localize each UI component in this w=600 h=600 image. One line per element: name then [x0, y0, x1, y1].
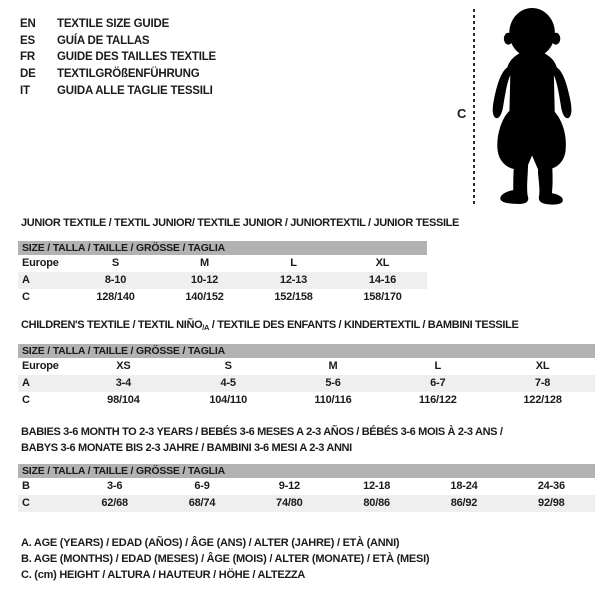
language-line [20, 49, 216, 66]
children-size-table [18, 319, 595, 409]
row-label: C [22, 291, 30, 303]
table-rows [18, 358, 595, 409]
title-subscript: /A [202, 323, 210, 332]
table-cell: 6-9 [194, 480, 210, 492]
row-label: C [22, 394, 30, 406]
guide-title: GUIDE DES TAILLES TEXTILE [57, 51, 216, 64]
row-label: A [22, 377, 30, 389]
table-cell: 3-4 [115, 377, 132, 389]
table-cell: 110/116 [314, 394, 352, 406]
table-cell: XL [375, 257, 390, 269]
language-line [20, 33, 216, 50]
table-cell: L [290, 257, 297, 269]
table-row [18, 272, 427, 289]
measurement-legend [21, 535, 429, 584]
table-size-header: SIZE / TALLA / TAILLE / GRÖSSE / TAGLIA [18, 464, 595, 478]
table-cell: 6-7 [430, 377, 446, 389]
table-row [18, 495, 595, 512]
table-title: BABIES 3-6 MONTH TO 2-3 YEARS / BEBÉS 3-6 MESES A 2-3 AÑOS / BÉBÉS 3-6 MOIS À 2-3 ANS / [21, 426, 503, 438]
language-line [20, 16, 216, 33]
row-label: B [22, 480, 30, 492]
legend-line-b: B. AGE (MONTHS) / EDAD (MESES) / ÂGE (MOIS) / ALTER (MONATE) / ETÀ (MESI) [21, 553, 430, 566]
legend-line-c: C. (cm) HEIGHT / ALTURA / HAUTEUR / HÖHE / ALTEZZA [21, 569, 306, 582]
table-cell: 24-36 [537, 480, 565, 492]
table-cell: M [200, 257, 209, 269]
title-part: CHILDREN'S TEXTILE / TEXTIL NIÑO [21, 319, 203, 331]
table-cell: 122/128 [523, 394, 562, 406]
height-measure-label: C [457, 106, 467, 121]
table-row [18, 392, 595, 409]
table-row [18, 358, 595, 375]
language-line [20, 66, 216, 83]
table-title [18, 319, 595, 332]
language-code: DE [20, 68, 36, 81]
table-row [18, 375, 595, 392]
height-measure-dotted-line [473, 9, 475, 207]
table-title: BABYS 3-6 MONATE BIS 2-3 JAHRE / BAMBINI 3-6 MESI A 2-3 ANNI [21, 441, 352, 454]
title-part: / TEXTILE DES ENFANTS / KINDERTEXTIL / BAMBINI TESSILE [209, 319, 519, 331]
language-code: ES [20, 34, 35, 47]
table-cell: 98/104 [107, 394, 140, 406]
table-cell: S [111, 257, 120, 269]
language-title-list [20, 16, 216, 100]
row-label: C [22, 497, 30, 509]
table-cell: XL [535, 360, 550, 372]
table-cell: 12-18 [363, 480, 391, 492]
row-label: A [22, 274, 30, 286]
table-rows [18, 478, 595, 512]
table-cell: 9-12 [278, 480, 300, 492]
table-cell: 128/140 [96, 291, 135, 303]
table-cell: 86/92 [450, 497, 478, 509]
table-cell: 104/110 [209, 394, 248, 406]
junior-size-table [18, 217, 460, 306]
guide-title: TEXTILGRÖßENFÜHRUNG [57, 68, 200, 81]
guide-title: TEXTILE SIZE GUIDE [57, 18, 170, 30]
table-cell: 3-6 [107, 480, 123, 492]
guide-title: GUIDA ALLE TAGLIE TESSILI [57, 84, 213, 97]
table-title: JUNIOR TEXTILE / TEXTIL JUNIOR/ TEXTILE JUNIOR / JUNIORTEXTIL / JUNIOR TESSILE [21, 217, 460, 229]
table-cell: L [434, 360, 442, 372]
table-cell: 158/170 [363, 291, 402, 303]
toddler-silhouette-image [486, 6, 594, 206]
table-cell: 7-8 [534, 377, 551, 389]
language-line [20, 83, 216, 100]
table-cell: 4-5 [220, 377, 236, 389]
table-cell: 62/68 [101, 497, 128, 509]
table-cell: S [224, 360, 232, 372]
table-cell: 18-24 [450, 480, 478, 492]
table-cell: XS [116, 360, 131, 372]
table-size-header: SIZE / TALLA / TAILLE / GRÖSSE / TAGLIA [18, 241, 427, 255]
language-code: IT [20, 84, 30, 97]
babies-size-table [18, 425, 595, 512]
table-cell: 12-13 [279, 274, 308, 286]
table-cell: 8-10 [104, 274, 127, 286]
guide-title: GUÍA DE TALLAS [57, 34, 150, 47]
table-cell: 68/74 [188, 497, 216, 509]
table-row [18, 289, 427, 306]
table-cell: 74/80 [276, 497, 303, 509]
row-label: Europe [22, 257, 59, 269]
table-rows [18, 255, 427, 306]
table-cell: 5-6 [325, 377, 341, 389]
table-row [18, 255, 427, 272]
table-cell: 92/98 [538, 497, 565, 509]
table-cell: 140/152 [185, 291, 224, 303]
table-row [18, 478, 595, 495]
table-cell: 10-12 [190, 274, 219, 286]
language-code: FR [20, 51, 35, 64]
table-cell: 152/158 [274, 291, 313, 303]
row-label: Europe [22, 360, 59, 372]
table-cell: M [328, 360, 338, 372]
table-cell: 14-16 [368, 274, 397, 286]
table-size-header: SIZE / TALLA / TAILLE / GRÖSSE / TAGLIA [18, 344, 595, 358]
legend-line-a: A. AGE (YEARS) / EDAD (AÑOS) / ÂGE (ANS) / ALTER (JAHRE) / ETÀ (ANNI) [21, 537, 400, 549]
table-cell: 80/86 [363, 497, 390, 509]
table-cell: 116/122 [418, 394, 457, 406]
language-code: EN [20, 18, 36, 30]
